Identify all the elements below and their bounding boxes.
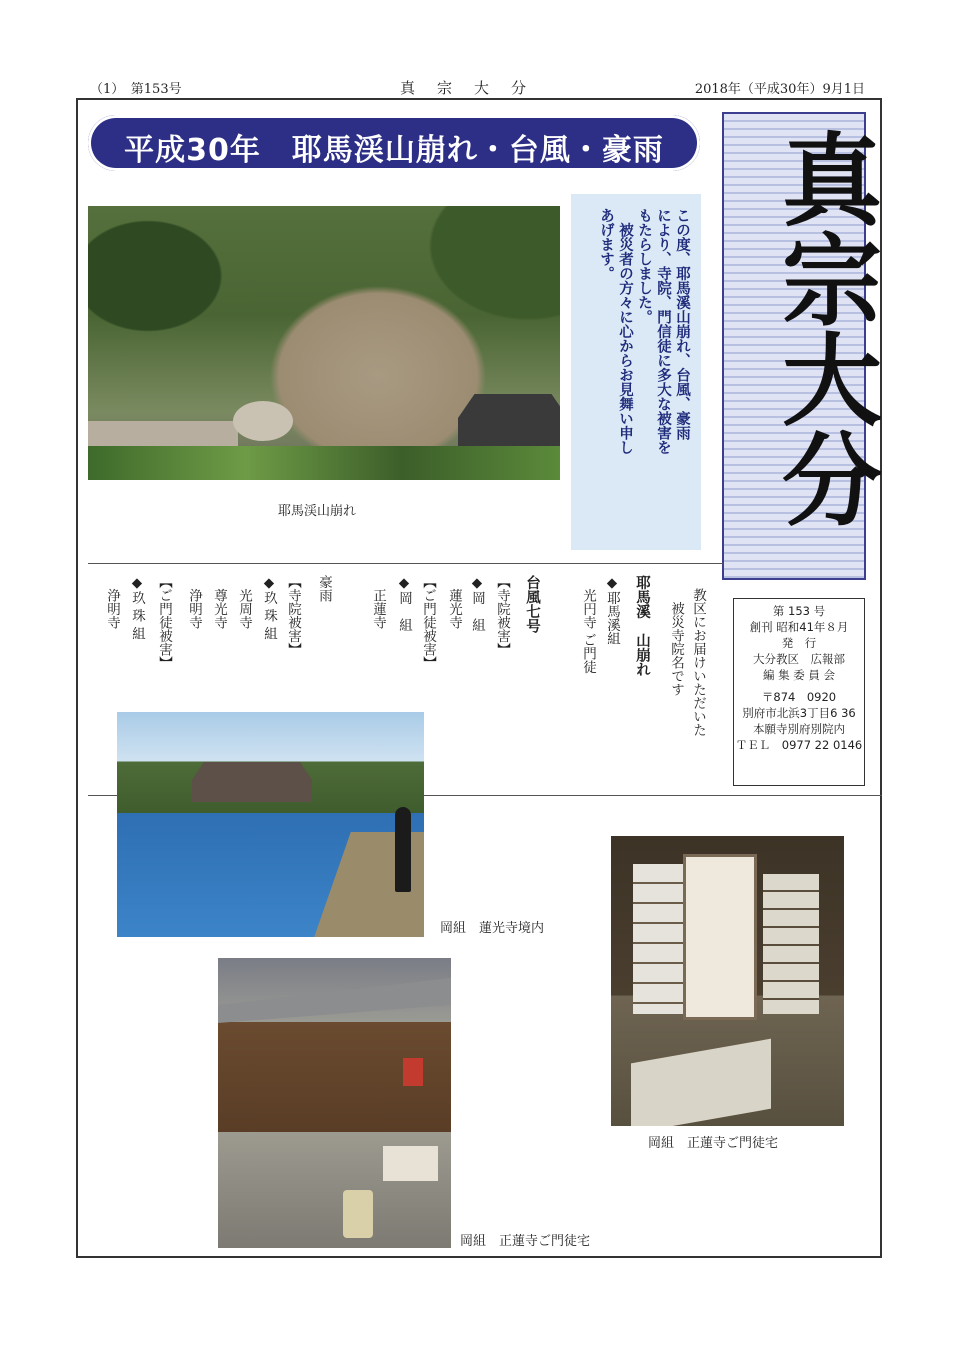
publication-info xyxy=(733,598,865,786)
list-column: 【ご門徒被害】 xyxy=(420,575,436,670)
list-column: 蓮光寺 xyxy=(446,575,462,629)
landslide-photo xyxy=(88,206,560,480)
condolence-line: この度、耶馬溪山崩れ、台風、豪雨 xyxy=(674,208,690,440)
house-interior-photo xyxy=(611,836,844,1126)
info-publish: 発 行 xyxy=(781,636,817,650)
list-column: 尊光寺 xyxy=(211,575,227,629)
info-postal: 〒874 0920 xyxy=(761,690,837,704)
list-column: 耶馬溪 山崩れ xyxy=(634,575,650,677)
temple-grounds-photo xyxy=(117,712,424,937)
condolence-line: 被災者の方々に心からお見舞い申し xyxy=(617,208,633,455)
condolence-text xyxy=(596,208,691,538)
damaged-shed-photo xyxy=(218,958,451,1248)
list-column: 光周寺 xyxy=(236,575,252,629)
list-column: ◆玖 珠 組 xyxy=(261,575,277,641)
info-address-2: 本願寺別府別院内 xyxy=(753,722,845,736)
divider xyxy=(88,563,723,564)
info-tel: ＴＥＬ 0977 22 0146 xyxy=(735,738,863,752)
list-column: ◆耶馬溪組 xyxy=(604,575,620,645)
list-column: ◆岡 組 xyxy=(396,575,412,632)
list-column: 豪雨 xyxy=(316,575,332,602)
list-column: 浄明寺 xyxy=(104,575,120,629)
list-column: 【寺院被害】 xyxy=(494,575,510,656)
info-issue: 第 153 号 xyxy=(772,604,826,618)
list-column: 被災寺院名です xyxy=(668,588,684,696)
list-column: 教区にお届けいただいた xyxy=(690,588,706,737)
list-column: 正蓮寺 xyxy=(370,575,386,629)
list-column: ◆岡 組 xyxy=(469,575,485,632)
list-column: 光円寺 ご門徒 xyxy=(580,575,596,674)
temple-caption: 岡組 蓮光寺境内 xyxy=(440,921,545,936)
headline-banner xyxy=(88,115,700,171)
info-address: 別府市北浜3丁目6 36 xyxy=(742,706,856,720)
list-column: 【寺院被害】 xyxy=(285,575,301,656)
list-column: 台風七号 xyxy=(524,575,540,633)
headline-text: 平成30年 耶馬渓山崩れ・台風・豪雨 xyxy=(124,133,664,168)
condolence-line: あげます。 xyxy=(598,208,614,281)
issue-date: 2018年（平成30年）9月1日 xyxy=(694,82,865,97)
list-column: 浄明寺 xyxy=(186,575,202,629)
paper-name-header: 真宗大分 xyxy=(400,79,549,97)
info-committee: 編 集 委 員 会 xyxy=(762,668,836,682)
info-publisher: 大分教区 広報部 xyxy=(753,652,845,666)
list-column: 【ご門徒被害】 xyxy=(156,575,172,670)
condolence-message xyxy=(571,194,701,550)
damaged-shed-caption: 岡組 正蓮寺ご門徒宅 xyxy=(460,1234,591,1249)
condolence-line: により、寺院、門信徒に多大な被害を xyxy=(655,208,671,455)
condolence-line: もたらしました。 xyxy=(636,208,652,324)
list-column: ◆玖 珠 組 xyxy=(129,575,145,641)
issue-number: （1） 第153号 xyxy=(90,82,182,97)
masthead-title: 真宗大分 xyxy=(765,128,883,528)
landslide-caption: 耶馬渓山崩れ xyxy=(278,504,357,519)
masthead xyxy=(722,112,883,580)
house-interior-caption: 岡組 正蓮寺ご門徒宅 xyxy=(648,1136,779,1151)
info-founded: 創刊 昭和41年８月 xyxy=(749,620,849,634)
